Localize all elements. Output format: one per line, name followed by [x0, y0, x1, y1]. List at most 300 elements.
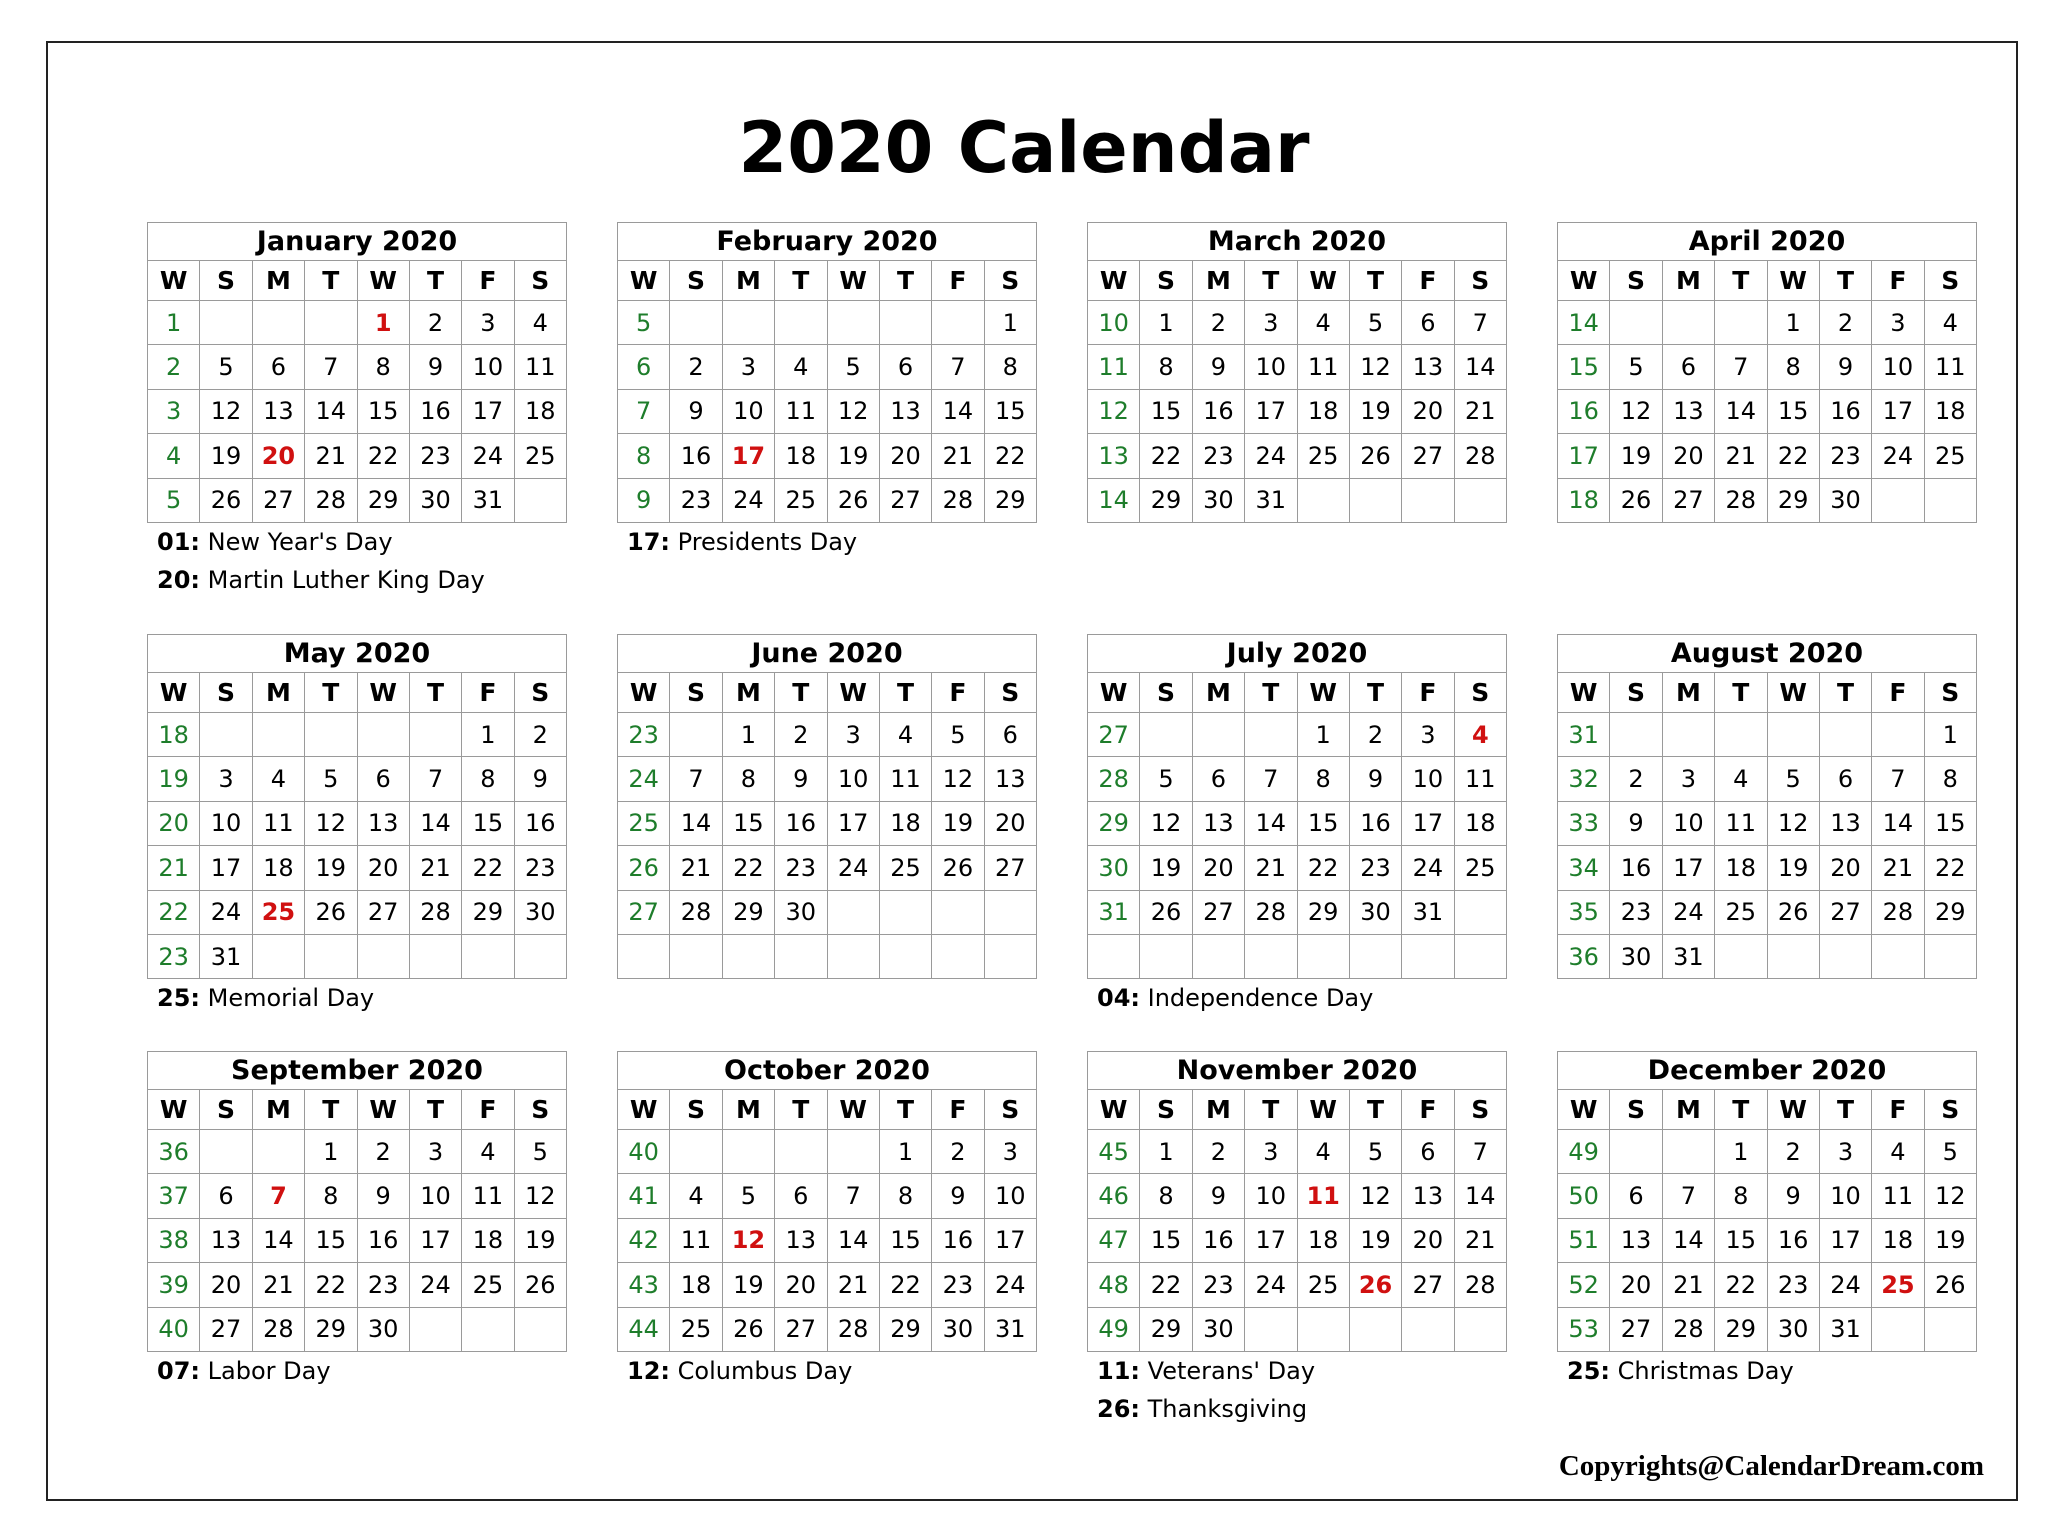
day-cell: 13: [984, 757, 1036, 801]
day-cell: [409, 934, 461, 978]
day-cell: 30: [409, 478, 461, 522]
day-cell: 18: [1924, 389, 1976, 433]
week-number: 38: [148, 1218, 200, 1262]
day-cell: 18: [1715, 846, 1767, 890]
day-cell: 4: [1715, 757, 1767, 801]
weekday-header: W: [1297, 673, 1349, 713]
day-cell: 8: [722, 757, 774, 801]
day-cell: [514, 934, 566, 978]
holiday-name: Memorial Day: [207, 984, 375, 1013]
day-cell: 1: [879, 1130, 931, 1174]
week-row: [1088, 1307, 1507, 1351]
week-row: [618, 345, 1037, 389]
weekday-header: S: [1924, 1090, 1976, 1130]
day-cell: 8: [305, 1174, 357, 1218]
day-cell: 27: [775, 1307, 827, 1351]
day-cell: [357, 713, 409, 757]
day-cell: 8: [1140, 345, 1192, 389]
month-name: July 2020: [1088, 635, 1507, 673]
month-calendar: [1087, 222, 1507, 523]
day-cell: 27: [1662, 478, 1714, 522]
holiday-name: Presidents Day: [677, 528, 858, 556]
day-cell: 25: [879, 846, 931, 890]
day-cell: [1767, 934, 1819, 978]
holiday-list: [1097, 979, 1537, 1017]
day-cell: 13: [252, 389, 304, 433]
week-number: 29: [1088, 801, 1140, 845]
day-cell: 16: [357, 1218, 409, 1262]
day-cell: 21: [1715, 434, 1767, 478]
weekday-header: F: [462, 261, 514, 301]
day-cell: [252, 934, 304, 978]
week-row: [1088, 757, 1507, 801]
month-table: [147, 634, 567, 979]
day-cell: [1192, 713, 1244, 757]
day-cell: 17: [1245, 389, 1297, 433]
week-row: [1558, 389, 1977, 433]
day-cell: 11: [775, 389, 827, 433]
day-cell: 22: [879, 1263, 931, 1307]
week-number: 5: [148, 478, 200, 522]
day-cell: 11: [1715, 801, 1767, 845]
day-cell: 3: [409, 1130, 461, 1174]
week-number: 23: [618, 713, 670, 757]
day-cell: 10: [1872, 345, 1924, 389]
day-cell: 3: [1245, 301, 1297, 345]
weekday-header: T: [879, 1090, 931, 1130]
day-cell: 21: [409, 846, 461, 890]
day-cell: 4: [462, 1130, 514, 1174]
weekday-header: W: [1767, 673, 1819, 713]
day-cell: [1454, 1307, 1506, 1351]
day-cell: 27: [1610, 1307, 1662, 1351]
holiday-item: [1567, 1352, 2007, 1390]
weekday-header: S: [514, 673, 566, 713]
week-number-header: W: [1558, 261, 1610, 301]
day-cell: 21: [1454, 1218, 1506, 1262]
day-cell: 14: [827, 1218, 879, 1262]
week-number: 31: [1558, 713, 1610, 757]
day-cell: [1297, 934, 1349, 978]
day-cell: 27: [984, 846, 1036, 890]
day-cell: 4: [1297, 301, 1349, 345]
day-cell: [1767, 713, 1819, 757]
weekday-header: M: [1662, 673, 1714, 713]
day-cell: 7: [1715, 345, 1767, 389]
day-cell: [1402, 934, 1454, 978]
day-cell: 9: [514, 757, 566, 801]
week-number: 45: [1088, 1130, 1140, 1174]
day-cell: 23: [357, 1263, 409, 1307]
day-cell: 19: [305, 846, 357, 890]
day-cell: 15: [879, 1218, 931, 1262]
day-cell: 26: [305, 890, 357, 934]
weekday-header: F: [932, 673, 984, 713]
month-calendar: [617, 222, 1037, 523]
day-cell: 4: [670, 1174, 722, 1218]
day-cell: 30: [514, 890, 566, 934]
day-cell: 13: [1402, 1174, 1454, 1218]
weekday-header: W: [357, 1090, 409, 1130]
day-cell: 29: [1297, 890, 1349, 934]
week-row: [618, 478, 1037, 522]
week-number: 47: [1088, 1218, 1140, 1262]
day-cell: 20: [1610, 1263, 1662, 1307]
month-calendar: [1087, 1051, 1507, 1352]
week-row: [618, 389, 1037, 433]
day-cell: 15: [1297, 801, 1349, 845]
day-cell: 25: [462, 1263, 514, 1307]
day-cell: 20: [357, 846, 409, 890]
week-number: 46: [1088, 1174, 1140, 1218]
day-cell: 5: [1610, 345, 1662, 389]
day-cell: 6: [879, 345, 931, 389]
day-cell: 11: [252, 801, 304, 845]
holiday-name: New Year's Day: [207, 528, 393, 556]
day-cell: 14: [1662, 1218, 1714, 1262]
day-cell: 25: [1297, 1263, 1349, 1307]
month-calendar: [617, 634, 1037, 979]
day-cell: 15: [1140, 389, 1192, 433]
day-cell: 9: [1349, 757, 1401, 801]
week-number: 37: [148, 1174, 200, 1218]
day-cell: 2: [1767, 1130, 1819, 1174]
weekday-header: T: [1819, 673, 1871, 713]
day-cell: [200, 1130, 252, 1174]
week-number: 50: [1558, 1174, 1610, 1218]
day-cell: 12: [932, 757, 984, 801]
day-cell: 9: [1192, 1174, 1244, 1218]
week-row: [1558, 934, 1977, 978]
week-number: 27: [1088, 713, 1140, 757]
day-cell: 6: [1402, 301, 1454, 345]
day-cell: 7: [827, 1174, 879, 1218]
day-cell: 6: [1610, 1174, 1662, 1218]
day-cell: 18: [670, 1263, 722, 1307]
day-cell: 5: [200, 345, 252, 389]
holiday-item: [157, 979, 597, 1017]
weekday-header: W: [357, 261, 409, 301]
holiday-name: Martin Luther King Day: [207, 566, 485, 594]
weekday-header: T: [1715, 261, 1767, 301]
week-number: 23: [148, 934, 200, 978]
day-cell: 7: [409, 757, 461, 801]
weekday-header: M: [1192, 261, 1244, 301]
weekday-header: T: [1349, 1090, 1401, 1130]
day-cell: 25: [1297, 434, 1349, 478]
month-table: [147, 222, 567, 523]
weekday-header: W: [1767, 261, 1819, 301]
day-cell: [1924, 478, 1976, 522]
day-cell: 29: [1767, 478, 1819, 522]
holiday-date: 26:: [1097, 1395, 1140, 1423]
day-cell: 19: [722, 1263, 774, 1307]
day-cell: 14: [1454, 345, 1506, 389]
day-cell: 15: [1140, 1218, 1192, 1262]
week-row: [618, 801, 1037, 845]
week-number: 49: [1088, 1307, 1140, 1351]
day-cell: 3: [1245, 1130, 1297, 1174]
day-cell: 26: [1924, 1263, 1976, 1307]
day-cell: 10: [984, 1174, 1036, 1218]
day-cell: 21: [827, 1263, 879, 1307]
month-name: December 2020: [1558, 1052, 1977, 1090]
week-number: 24: [618, 757, 670, 801]
day-cell: [1349, 1307, 1401, 1351]
day-cell: [932, 890, 984, 934]
day-cell: 25: [514, 434, 566, 478]
weekday-header: M: [722, 261, 774, 301]
day-cell: [722, 934, 774, 978]
day-cell: 17: [1402, 801, 1454, 845]
week-row: [148, 801, 567, 845]
day-cell: 19: [1140, 846, 1192, 890]
day-cell: 2: [1819, 301, 1871, 345]
weekday-header: S: [1924, 673, 1976, 713]
day-cell: 24: [409, 1263, 461, 1307]
week-row: [618, 1218, 1037, 1262]
day-cell: 22: [305, 1263, 357, 1307]
day-cell: 23: [1192, 1263, 1244, 1307]
week-number-header: W: [1088, 261, 1140, 301]
day-cell: 3: [200, 757, 252, 801]
day-cell: 4: [775, 345, 827, 389]
week-row: [1558, 478, 1977, 522]
day-cell: 9: [932, 1174, 984, 1218]
day-cell: [879, 301, 931, 345]
day-cell: [1245, 713, 1297, 757]
month-name: September 2020: [148, 1052, 567, 1090]
day-cell: [200, 301, 252, 345]
week-number: 31: [1088, 890, 1140, 934]
day-cell: 20: [984, 801, 1036, 845]
day-cell: 23: [1349, 846, 1401, 890]
day-cell: 23: [932, 1263, 984, 1307]
holiday-list: [1097, 1352, 1537, 1428]
day-cell: 19: [932, 801, 984, 845]
weekday-header: F: [1872, 1090, 1924, 1130]
day-cell: 5: [1767, 757, 1819, 801]
day-cell: [1872, 713, 1924, 757]
day-cell: [827, 301, 879, 345]
day-cell: 28: [1662, 1307, 1714, 1351]
day-cell: 5: [514, 1130, 566, 1174]
week-row: [1088, 846, 1507, 890]
day-cell: [984, 890, 1036, 934]
day-cell: 27: [879, 478, 931, 522]
weekday-header: S: [514, 1090, 566, 1130]
week-row: [148, 1130, 567, 1174]
day-cell: 22: [1715, 1263, 1767, 1307]
day-cell: 25: [1454, 846, 1506, 890]
week-number: 48: [1088, 1263, 1140, 1307]
week-number-header: W: [148, 673, 200, 713]
day-cell: 30: [1349, 890, 1401, 934]
day-cell: 25: [1715, 890, 1767, 934]
holiday-date: 20:: [157, 566, 200, 594]
weekday-header: T: [305, 261, 357, 301]
week-number: 35: [1558, 890, 1610, 934]
day-cell: 2: [1192, 1130, 1244, 1174]
day-cell: 31: [1819, 1307, 1871, 1351]
weekday-header: S: [200, 1090, 252, 1130]
weekday-header: M: [1662, 1090, 1714, 1130]
day-cell: [1192, 934, 1244, 978]
day-cell: 28: [1454, 434, 1506, 478]
week-row: [1088, 1130, 1507, 1174]
day-cell: 12: [514, 1174, 566, 1218]
week-row: [1558, 1307, 1977, 1351]
day-cell: 1: [1715, 1130, 1767, 1174]
day-cell: 24: [1872, 434, 1924, 478]
week-number: 9: [618, 478, 670, 522]
day-cell: 27: [1402, 1263, 1454, 1307]
day-cell: 18: [462, 1218, 514, 1262]
day-cell: 8: [1297, 757, 1349, 801]
day-cell: 24: [1245, 434, 1297, 478]
day-cell: 7: [932, 345, 984, 389]
day-cell: 4: [252, 757, 304, 801]
week-row: [618, 434, 1037, 478]
day-cell: [932, 934, 984, 978]
day-cell: 13: [1819, 801, 1871, 845]
month-name: November 2020: [1088, 1052, 1507, 1090]
day-cell: 26: [932, 846, 984, 890]
day-cell: 3: [1872, 301, 1924, 345]
day-cell: 4: [514, 301, 566, 345]
day-cell: 1: [984, 301, 1036, 345]
week-row: [1558, 1263, 1977, 1307]
day-cell: [1662, 301, 1714, 345]
day-cell: 11: [1872, 1174, 1924, 1218]
day-cell: 17: [200, 846, 252, 890]
day-cell: [1872, 1307, 1924, 1351]
day-cell: 3: [1402, 713, 1454, 757]
day-cell: 30: [357, 1307, 409, 1351]
weekday-header: M: [252, 673, 304, 713]
weekday-header: W: [357, 673, 409, 713]
holiday-item: [157, 1352, 597, 1390]
weekday-header: F: [932, 261, 984, 301]
week-row: [1088, 1218, 1507, 1262]
holiday-item: [627, 1352, 1067, 1390]
holiday-day-cell: 7: [252, 1174, 304, 1218]
day-cell: 31: [984, 1307, 1036, 1351]
day-cell: 10: [409, 1174, 461, 1218]
day-cell: 23: [1767, 1263, 1819, 1307]
week-number: 28: [1088, 757, 1140, 801]
day-cell: 21: [1662, 1263, 1714, 1307]
weekday-header: T: [775, 673, 827, 713]
day-cell: 1: [305, 1130, 357, 1174]
week-row: [148, 934, 567, 978]
weekday-header: F: [462, 673, 514, 713]
weekday-header: W: [827, 1090, 879, 1130]
day-cell: 10: [200, 801, 252, 845]
week-row: [1558, 890, 1977, 934]
day-cell: [1715, 301, 1767, 345]
weekday-header: S: [514, 261, 566, 301]
week-row: [148, 713, 567, 757]
day-cell: 3: [984, 1130, 1036, 1174]
day-cell: [1140, 713, 1192, 757]
day-cell: 24: [200, 890, 252, 934]
day-cell: 10: [1662, 801, 1714, 845]
holiday-name: Columbus Day: [677, 1357, 853, 1385]
day-cell: 12: [1140, 801, 1192, 845]
day-cell: 12: [1349, 1174, 1401, 1218]
holiday-date: 25:: [157, 984, 200, 1013]
holiday-list: [157, 1352, 597, 1390]
weekday-header: T: [775, 1090, 827, 1130]
week-number: 8: [618, 434, 670, 478]
day-cell: 7: [1872, 757, 1924, 801]
day-cell: 12: [305, 801, 357, 845]
week-row: [1558, 301, 1977, 345]
week-number: 4: [148, 434, 200, 478]
day-cell: [722, 1130, 774, 1174]
month-name: February 2020: [618, 223, 1037, 261]
day-cell: 26: [1140, 890, 1192, 934]
day-cell: 13: [200, 1218, 252, 1262]
weekday-header: T: [1349, 261, 1401, 301]
week-number-header: W: [618, 673, 670, 713]
day-cell: 17: [1245, 1218, 1297, 1262]
holiday-list: [157, 523, 597, 599]
day-cell: [200, 713, 252, 757]
day-cell: [670, 934, 722, 978]
holiday-list: [1567, 1352, 2007, 1390]
week-number: [618, 934, 670, 978]
day-cell: 29: [879, 1307, 931, 1351]
day-cell: 20: [1819, 846, 1871, 890]
day-cell: 31: [1662, 934, 1714, 978]
day-cell: [1610, 713, 1662, 757]
weekday-header: T: [409, 261, 461, 301]
week-row: [1558, 757, 1977, 801]
month-table: [617, 634, 1037, 979]
day-cell: 20: [1192, 846, 1244, 890]
week-number: 6: [618, 345, 670, 389]
day-cell: [1610, 1130, 1662, 1174]
day-cell: [1297, 478, 1349, 522]
day-cell: 10: [462, 345, 514, 389]
week-row: [1088, 345, 1507, 389]
day-cell: 5: [827, 345, 879, 389]
day-cell: [1245, 934, 1297, 978]
month-calendar: [147, 634, 567, 979]
week-number: 20: [148, 801, 200, 845]
holiday-day-cell: 20: [252, 434, 304, 478]
weekday-header: T: [1819, 1090, 1871, 1130]
weekday-header: M: [1662, 261, 1714, 301]
week-number: 3: [148, 389, 200, 433]
day-cell: 28: [1454, 1263, 1506, 1307]
week-row: [148, 301, 567, 345]
week-row: [618, 301, 1037, 345]
day-cell: [879, 934, 931, 978]
weekday-header: F: [1402, 1090, 1454, 1130]
day-cell: 13: [775, 1218, 827, 1262]
week-number-header: W: [618, 1090, 670, 1130]
page-title: 2020 Calendar: [738, 107, 1310, 189]
day-cell: 3: [462, 301, 514, 345]
day-cell: [462, 934, 514, 978]
week-row: [1558, 434, 1977, 478]
holiday-list: [627, 523, 1067, 561]
day-cell: 16: [775, 801, 827, 845]
day-cell: 7: [1662, 1174, 1714, 1218]
